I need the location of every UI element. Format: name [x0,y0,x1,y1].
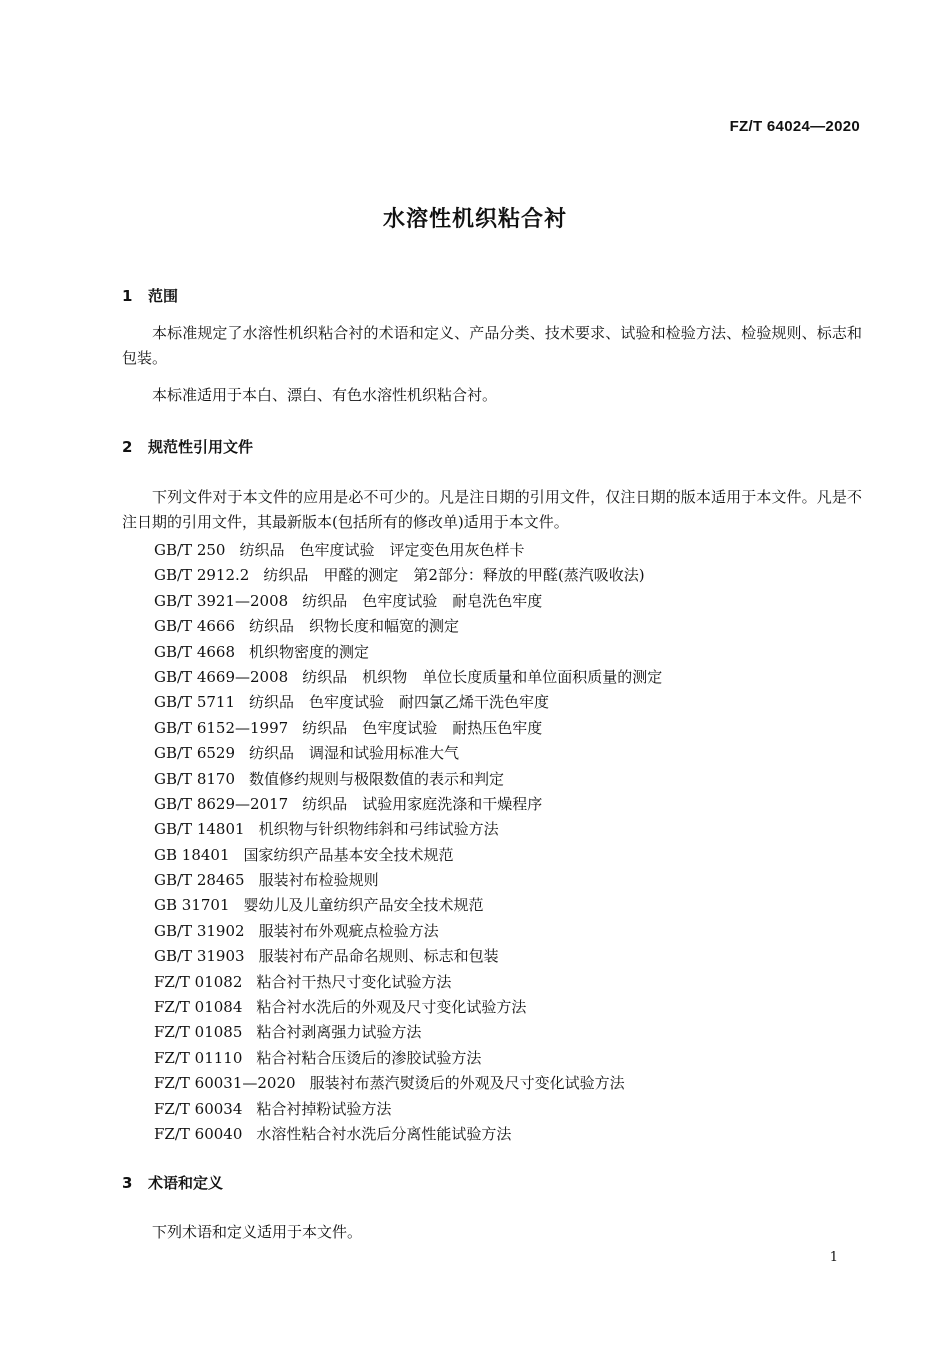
reference-code: GB 31701 [154,896,230,915]
reference-title: 国家纺织产品基本安全技术规范 [243,845,454,864]
reference-title: 数值修约规则与极限数值的表示和判定 [249,769,505,788]
reference-item [154,614,662,639]
section-2-heading [122,436,253,457]
section-number: 3 [122,1174,133,1192]
section-number: 1 [122,287,133,305]
reference-title: 纺织品 织物长度和幅宽的测定 [249,617,460,636]
reference-item [154,589,662,614]
reference-item [154,893,662,918]
reference-title: 纺织品 甲醛的测定 第2部分：释放的甲醛(蒸汽吸收法) [263,566,645,585]
reference-item [154,970,662,995]
reference-item [154,817,662,842]
reference-item [154,640,662,665]
reference-title: 婴幼儿及儿童纺织产品安全技术规范 [243,896,484,915]
reference-code: GB/T 4669—2008 [154,667,289,686]
reference-code: GB 18401 [154,845,230,864]
reference-item [154,792,662,817]
reference-title: 机织物密度的测定 [249,642,370,661]
normative-references-list [154,538,662,1147]
reference-title: 纺织品 色牢度试验 耐皂洗色牢度 [302,591,543,610]
reference-item [154,716,662,741]
reference-item [154,1122,662,1147]
terms-intro-paragraph: 下列术语和定义适用于本文件。 [152,1223,363,1241]
reference-code: GB/T 4668 [154,642,236,661]
reference-title: 纺织品 色牢度试验 耐热压色牢度 [302,718,543,737]
document-title: 水溶性机织粘合衬 [382,207,567,232]
reference-code: GB/T 14801 [154,820,245,839]
reference-item [154,843,662,868]
section-title: 术语和定义 [148,1174,224,1192]
reference-code: GB/T 31903 [154,947,245,966]
section-3-heading [122,1172,223,1193]
reference-code: FZ/T 60034 [154,1099,243,1118]
reference-item [154,563,662,588]
section-title: 范围 [148,287,179,305]
reference-title: 粘合衬干热尺寸变化试验方法 [256,972,452,991]
reference-title: 粘合衬粘合压烫后的渗胶试验方法 [256,1048,482,1067]
reference-title: 纺织品 机织物 单位长度质量和单位面积质量的测定 [302,667,663,686]
reference-item [154,767,662,792]
reference-code: GB/T 2912.2 [154,566,250,585]
reference-item [154,1071,662,1096]
reference-code: FZ/T 01082 [154,972,243,991]
reference-title: 纺织品 试验用家庭洗涤和干燥程序 [302,794,543,813]
reference-item [154,741,662,766]
reference-code: FZ/T 01110 [154,1048,243,1067]
scope-paragraph-1: 本标准规定了水溶性机织粘合衬的术语和定义、产品分类、技术要求、试验和检验方法、检验规则、标志和包装。 [122,324,862,367]
reference-title: 粘合衬掉粉试验方法 [256,1099,392,1118]
reference-code: GB/T 6529 [154,744,236,763]
reference-code: GB/T 250 [154,541,226,559]
reference-code: GB/T 8629—2017 [154,794,289,813]
reference-title: 水溶性粘合衬水洗后分离性能试验方法 [256,1124,512,1143]
section-number: 2 [122,438,133,456]
reference-code: FZ/T 01084 [154,998,243,1017]
reference-title: 纺织品 色牢度试验 耐四氯乙烯干洗色牢度 [249,693,550,712]
reference-title: 纺织品 色牢度试验 评定变色用灰色样卡 [239,541,525,559]
reference-code: FZ/T 01085 [154,1023,243,1042]
reference-code: GB/T 31902 [154,921,245,940]
reference-item [154,919,662,944]
reference-title: 纺织品 调湿和试验用标准大气 [249,744,460,763]
reference-code: GB/T 5711 [154,693,236,712]
reference-item [154,944,662,969]
reference-code: GB/T 8170 [154,769,236,788]
reference-item [154,1046,662,1071]
reference-code: FZ/T 60031—2020 [154,1074,296,1093]
reference-title: 服装衬布产品命名规则、标志和包装 [258,947,499,966]
reference-item [154,538,662,563]
reference-title: 服装衬布外观疵点检验方法 [258,921,439,940]
reference-code: GB/T 3921—2008 [154,591,289,610]
section-1-heading [122,285,178,306]
reference-code: FZ/T 60040 [154,1124,243,1143]
reference-item [154,868,662,893]
reference-item [154,1097,662,1122]
section-title: 规范性引用文件 [148,438,254,456]
reference-item [154,995,662,1020]
page-number: 1 [829,1250,838,1265]
reference-item [154,690,662,715]
reference-code: GB/T 6152—1997 [154,718,289,737]
reference-title: 服装衬布检验规则 [258,871,379,890]
reference-code: GB/T 4666 [154,617,236,636]
reference-code: GB/T 28465 [154,871,245,890]
reference-title: 服装衬布蒸汽熨烫后的外观及尺寸变化试验方法 [309,1074,625,1093]
reference-title: 机织物与针织物纬斜和弓纬试验方法 [258,820,499,839]
reference-title: 粘合衬剥离强力试验方法 [256,1023,422,1042]
standard-code: FZ/T 64024—2020 [729,118,860,135]
references-intro-paragraph: 下列文件对于本文件的应用是必不可少的。凡是注日期的引用文件，仅注日期的版本适用于本文件。凡是不注日期的引用文件，其最新版本(包括所有的修改单)适用于本文件。 [122,488,862,531]
reference-item [154,665,662,690]
reference-title: 粘合衬水洗后的外观及尺寸变化试验方法 [256,998,527,1017]
reference-item [154,1020,662,1045]
scope-paragraph-2: 本标准适用于本白、漂白、有色水溶性机织粘合衬。 [152,386,498,404]
